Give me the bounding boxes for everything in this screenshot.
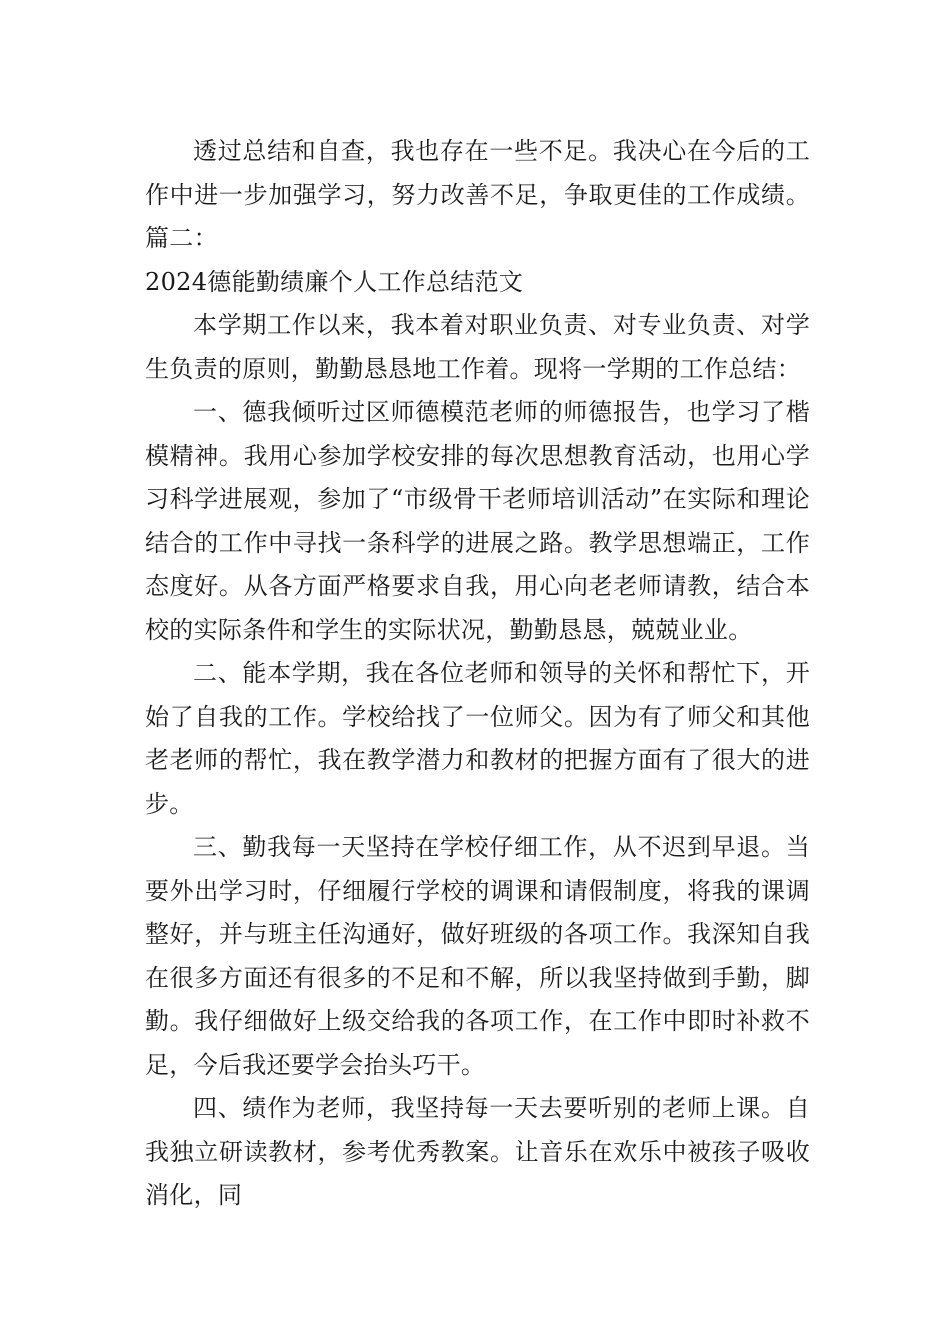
document-body [145, 130, 810, 1218]
paragraph-achievement: 四、绩作为老师，我坚持每一天去要听别的老师上课。自我独立研读教材，参考优秀教案。让音乐在欢乐中被孩子吸收消化，同 [145, 1094, 810, 1209]
paragraph-intro: 本学期工作以来，我本着对职业负责、对专业负责、对学生负责的原则，勤勤恳恳地工作着。现将一学期的工作总结： [145, 311, 810, 383]
section-title: 2024德能勤绩廉个人工作总结范文 [145, 267, 524, 296]
paragraph-diligence: 三、勤我每一天坚持在学校仔细工作，从不迟到早退。当要外出学习时，仔细履行学校的调课和请假制度，将我的课调整好，并与班主任沟通好，做好班级的各项工作。我深知自我在很多方面还有很多的不足和不解，所以我坚持做到手勤，脚勤。我仔细做好上级交给我的各项工作，在工作中即时补救不足，今后我还要学会抬头巧干。 [145, 833, 810, 1079]
paragraph-ability: 二、能本学期，我在各位老师和领导的关怀和帮忙下，开始了自我的工作。学校给找了一位师父。因为有了师父和其他老老师的帮忙，我在教学潜力和教材的把握方面有了很大的进步。 [145, 659, 810, 818]
paragraph-virtue: 一、德我倾听过区师德模范老师的师德报告，也学习了楷模精神。我用心参加学校安排的每次思想教育活动，也用心学习科学进展观，参加了“市级骨干老师培训活动”在实际和理论结合的工作中寻找一条科学的进展之路。教学思想端正，工作态度好。从各方面严格要求自我，用心向老老师请教，结合本校的实际条件和学生的实际状况，勤勤恳恳，兢兢业业。 [145, 398, 810, 644]
paragraph-self-review: 透过总结和自查，我也存在一些不足。我决心在今后的工作中进一步加强学习，努力改善不足，争取更佳的工作成绩。篇二： [145, 137, 810, 252]
